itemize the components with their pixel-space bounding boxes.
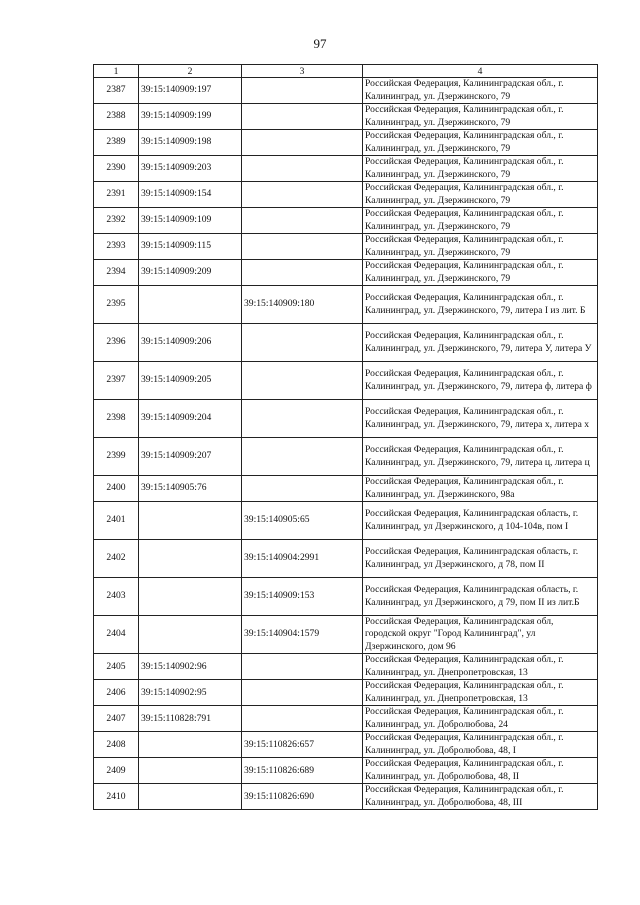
table-row xyxy=(94,758,598,784)
address-cell: Российская Федерация, Калининградская обл., г. Калининград, ул. Дзержинского, 79, литера ф, литера ф xyxy=(363,362,598,400)
cadastral-number-cell: 39:15:140909:206 xyxy=(139,324,242,362)
table-row xyxy=(94,104,598,130)
table-row xyxy=(94,732,598,758)
row-number-cell: 2387 xyxy=(94,78,139,104)
related-cadastral-number-cell: 39:15:140905:65 xyxy=(242,502,363,540)
address-cell: Российская Федерация, Калининградская обл., г. Калининград, ул. Добролюбова, 48, I xyxy=(363,732,598,758)
row-number-cell: 2400 xyxy=(94,476,139,502)
table-row xyxy=(94,286,598,324)
related-cadastral-number-cell: 39:15:140904:2991 xyxy=(242,540,363,578)
column-header-1: 1 xyxy=(94,65,139,78)
address-cell: Российская Федерация, Калининградская обл., г. Калининград, ул. Дзержинского, 79 xyxy=(363,130,598,156)
table-body xyxy=(94,78,598,810)
cadastral-number-cell: 39:15:140909:198 xyxy=(139,130,242,156)
related-cadastral-number-cell xyxy=(242,324,363,362)
related-cadastral-number-cell: 39:15:110826:657 xyxy=(242,732,363,758)
address-cell: Российская Федерация, Калининградская обл., г. Калининград, ул. Дзержинского, 98а xyxy=(363,476,598,502)
table-row xyxy=(94,182,598,208)
address-cell: Российская Федерация, Калининградская обл., г. Калининград, ул. Дзержинского, 79, литера I из лит. Б xyxy=(363,286,598,324)
row-number-cell: 2409 xyxy=(94,758,139,784)
address-cell: Российская Федерация, Калининградская обл., г. Калининград, ул. Дзержинского, 79 xyxy=(363,104,598,130)
related-cadastral-number-cell xyxy=(242,706,363,732)
cadastral-number-cell: 39:15:140909:109 xyxy=(139,208,242,234)
address-cell: Российская Федерация, Калининградская обл., г. Калининград, ул. Дзержинского, 79 xyxy=(363,78,598,104)
row-number-cell: 2393 xyxy=(94,234,139,260)
row-number-cell: 2403 xyxy=(94,578,139,616)
cadastral-number-cell xyxy=(139,784,242,810)
address-cell: Российская Федерация, Калининградская обл, городской округ "Город Калининград", ул Дзержинского, дом 96 xyxy=(363,616,598,654)
table-row xyxy=(94,362,598,400)
row-number-cell: 2405 xyxy=(94,654,139,680)
address-cell: Российская Федерация, Калининградская обл., г. Калининград, ул. Добролюбова, 24 xyxy=(363,706,598,732)
cadastral-number-cell: 39:15:140905:76 xyxy=(139,476,242,502)
address-cell: Российская Федерация, Калининградская обл., г. Калининград, ул. Дзержинского, 79 xyxy=(363,260,598,286)
table-row xyxy=(94,706,598,732)
address-cell: Российская Федерация, Калининградская обл., г. Калининград, ул. Днепропетровская, 13 xyxy=(363,654,598,680)
cadastral-number-cell: 39:15:140909:199 xyxy=(139,104,242,130)
table-row xyxy=(94,540,598,578)
address-cell: Российская Федерация, Калининградская обл., г. Калининград, ул. Дзержинского, 79 xyxy=(363,156,598,182)
address-cell: Российская Федерация, Калининградская обл., г. Калининград, ул. Добролюбова, 48, III xyxy=(363,784,598,810)
row-number-cell: 2395 xyxy=(94,286,139,324)
related-cadastral-number-cell xyxy=(242,260,363,286)
related-cadastral-number-cell xyxy=(242,234,363,260)
related-cadastral-number-cell: 39:15:140909:153 xyxy=(242,578,363,616)
address-cell: Российская Федерация, Калининградская обл., г. Калининград, ул. Дзержинского, 79 xyxy=(363,234,598,260)
row-number-cell: 2396 xyxy=(94,324,139,362)
row-number-cell: 2388 xyxy=(94,104,139,130)
cadastral-number-cell xyxy=(139,540,242,578)
cadastral-number-cell: 39:15:140909:209 xyxy=(139,260,242,286)
address-cell: Российская Федерация, Калининградская область, г. Калининград, ул Дзержинского, д 78, пом II xyxy=(363,540,598,578)
cadastral-number-cell: 39:15:140902:96 xyxy=(139,654,242,680)
row-number-cell: 2389 xyxy=(94,130,139,156)
table-row xyxy=(94,260,598,286)
table-row xyxy=(94,234,598,260)
address-cell: Российская Федерация, Калининградская обл., г. Калининград, ул. Дзержинского, 79, литера х, литера х xyxy=(363,400,598,438)
table-row xyxy=(94,208,598,234)
address-cell: Российская Федерация, Калининградская обл., г. Калининград, ул. Добролюбова, 48, II xyxy=(363,758,598,784)
table-row xyxy=(94,78,598,104)
address-cell: Российская Федерация, Калининградская обл., г. Калининград, ул. Дзержинского, 79, литера ц, литера ц xyxy=(363,438,598,476)
related-cadastral-number-cell: 39:15:140904:1579 xyxy=(242,616,363,654)
table-row xyxy=(94,502,598,540)
cadastral-number-cell: 39:15:140909:115 xyxy=(139,234,242,260)
row-number-cell: 2402 xyxy=(94,540,139,578)
table-row xyxy=(94,476,598,502)
table-row xyxy=(94,654,598,680)
cadastral-number-cell xyxy=(139,732,242,758)
related-cadastral-number-cell xyxy=(242,438,363,476)
related-cadastral-number-cell xyxy=(242,680,363,706)
table-row xyxy=(94,156,598,182)
table-row xyxy=(94,438,598,476)
cadastral-number-cell: 39:15:140909:205 xyxy=(139,362,242,400)
row-number-cell: 2407 xyxy=(94,706,139,732)
row-number-cell: 2404 xyxy=(94,616,139,654)
address-cell: Российская Федерация, Калининградская область, г. Калининград, ул Дзержинского, д 104-104в, пом I xyxy=(363,502,598,540)
related-cadastral-number-cell: 39:15:110826:689 xyxy=(242,758,363,784)
table-row xyxy=(94,400,598,438)
related-cadastral-number-cell xyxy=(242,130,363,156)
address-cell: Российская Федерация, Калининградская обл., г. Калининград, ул. Дзержинского, 79, литера У, литера У xyxy=(363,324,598,362)
row-number-cell: 2410 xyxy=(94,784,139,810)
cadastral-number-cell: 39:15:140902:95 xyxy=(139,680,242,706)
table-row xyxy=(94,616,598,654)
related-cadastral-number-cell xyxy=(242,208,363,234)
cadastral-number-cell xyxy=(139,502,242,540)
related-cadastral-number-cell: 39:15:110826:690 xyxy=(242,784,363,810)
row-number-cell: 2392 xyxy=(94,208,139,234)
header-row xyxy=(94,65,598,78)
column-header-4: 4 xyxy=(363,65,598,78)
address-cell: Российская Федерация, Калининградская обл., г. Калининград, ул. Днепропетровская, 13 xyxy=(363,680,598,706)
page-number: 97 xyxy=(313,36,327,51)
related-cadastral-number-cell xyxy=(242,78,363,104)
row-number-cell: 2391 xyxy=(94,182,139,208)
cadastral-number-cell: 39:15:140909:197 xyxy=(139,78,242,104)
cadastral-number-cell xyxy=(139,758,242,784)
column-header-3: 3 xyxy=(242,65,363,78)
column-header-2: 2 xyxy=(139,65,242,78)
row-number-cell: 2401 xyxy=(94,502,139,540)
table-row xyxy=(94,130,598,156)
cadastral-number-cell: 39:15:140909:154 xyxy=(139,182,242,208)
row-number-cell: 2390 xyxy=(94,156,139,182)
table-header xyxy=(94,65,598,78)
cadastral-number-cell xyxy=(139,578,242,616)
cadastral-number-cell: 39:15:140909:204 xyxy=(139,400,242,438)
related-cadastral-number-cell xyxy=(242,104,363,130)
cadastral-number-cell xyxy=(139,286,242,324)
cadastral-registry-table xyxy=(93,64,598,810)
address-cell: Российская Федерация, Калининградская область, г. Калининград, ул Дзержинского, д 79, пом II из лит.Б xyxy=(363,578,598,616)
row-number-cell: 2399 xyxy=(94,438,139,476)
table-row xyxy=(94,680,598,706)
row-number-cell: 2408 xyxy=(94,732,139,758)
cadastral-number-cell: 39:15:140909:203 xyxy=(139,156,242,182)
table-row xyxy=(94,578,598,616)
cadastral-number-cell: 39:15:110828:791 xyxy=(139,706,242,732)
address-cell: Российская Федерация, Калининградская обл., г. Калининград, ул. Дзержинского, 79 xyxy=(363,182,598,208)
row-number-cell: 2394 xyxy=(94,260,139,286)
related-cadastral-number-cell xyxy=(242,476,363,502)
related-cadastral-number-cell xyxy=(242,400,363,438)
cadastral-number-cell: 39:15:140909:207 xyxy=(139,438,242,476)
cadastral-number-cell xyxy=(139,616,242,654)
related-cadastral-number-cell: 39:15:140909:180 xyxy=(242,286,363,324)
row-number-cell: 2397 xyxy=(94,362,139,400)
table-row xyxy=(94,784,598,810)
related-cadastral-number-cell xyxy=(242,362,363,400)
address-cell: Российская Федерация, Калининградская обл., г. Калининград, ул. Дзержинского, 79 xyxy=(363,208,598,234)
related-cadastral-number-cell xyxy=(242,182,363,208)
related-cadastral-number-cell xyxy=(242,156,363,182)
related-cadastral-number-cell xyxy=(242,654,363,680)
table-row xyxy=(94,324,598,362)
row-number-cell: 2406 xyxy=(94,680,139,706)
row-number-cell: 2398 xyxy=(94,400,139,438)
